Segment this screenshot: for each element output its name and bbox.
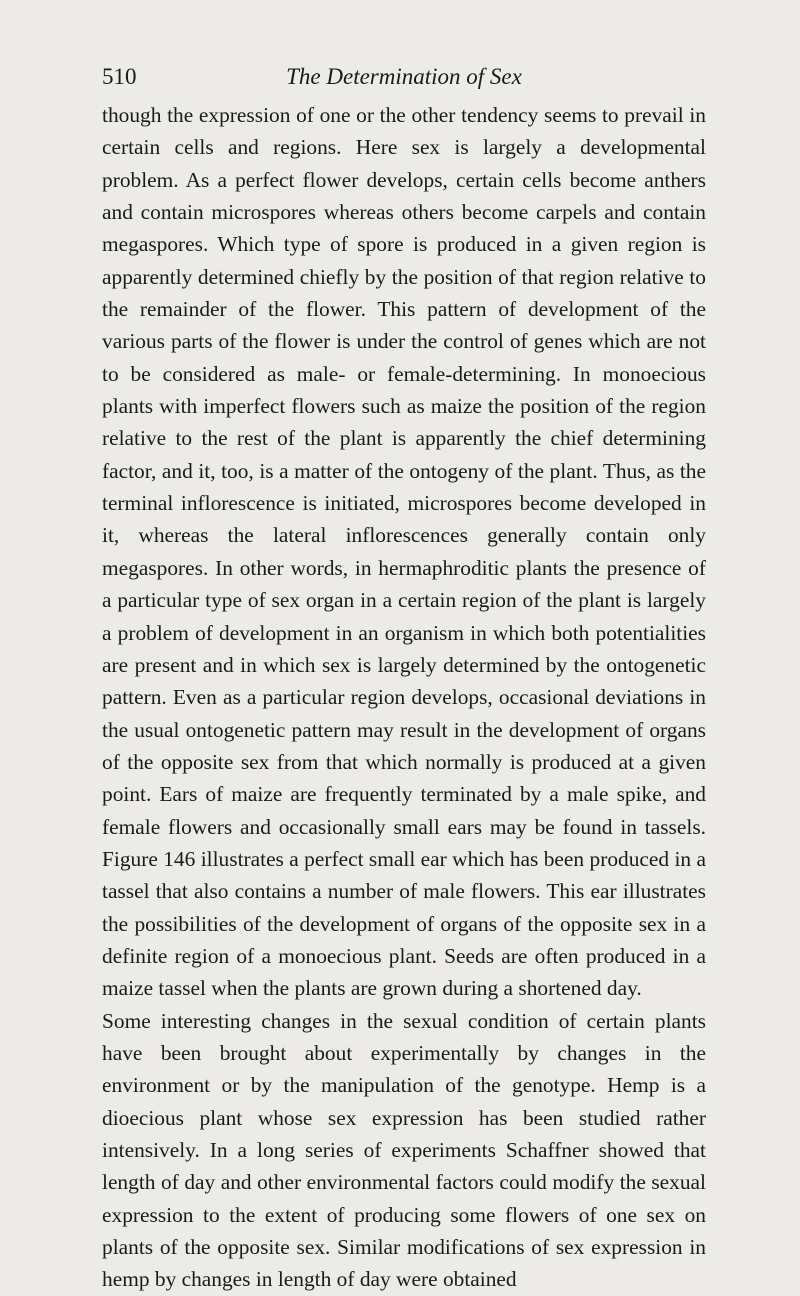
page-number: 510 xyxy=(102,64,137,89)
paragraph: though the expression of one or the other tendency seems to prevail in certain cells and regions. Here sex is largely a developmental problem. As a perfect flower develops, certain cells become anthers and contain microspores whereas others become carpels and contain megaspores. Which type of spore is produced in a given region is apparently determined chiefly by the position of that region relative to the remainder of the flower. This pattern of development of the various parts of the flower is under the control of genes which are not to be considered as male- or female-determining. In monoecious plants with imperfect flowers such as maize the position of the region relative to the rest of the plant is apparently the chief determining factor, and it, too, is a matter of the ontogeny of the plant. Thus, as the terminal inflorescence is initiated, microspores become developed in it, whereas the lateral inflorescences generally contain only megaspores. In other words, in hermaphroditic plants the presence of a particular type of sex organ in a certain region of the plant is largely a problem of development in an organism in which both potentialities are present and in which sex is largely determined by the ontogenetic pattern. Even as a particular region develops, occasional deviations in the usual ontogenetic pattern may result in the development of organs of the opposite sex from that which normally is produced at a given point. Ears of maize are frequently terminated by a male spike, and female flowers and occasionally small ears may be found in tassels. Figure 146 illustrates a perfect small ear which has been produced in a tassel that also contains a number of male flowers. This ear illustrates the possibilities of the development of organs of the opposite sex in a definite region of a monoecious plant. Seeds are often produced in a maize tassel when the plants are grown during a shortened day. xyxy=(102,103,706,1001)
body-text xyxy=(102,99,706,1296)
running-head xyxy=(102,60,706,94)
running-title: The Determination of Sex xyxy=(286,64,522,89)
paragraph: Some interesting changes in the sexual condition of certain plants have been brought about experimentally by changes in the environment or by the manipulation of the genotype. Hemp is a dioecious plant whose sex expression has been studied rather intensively. In a long series of experiments Schaffner showed that length of day and other environmental factors could modify the sexual expression to the extent of producing some flowers of one sex on plants of the opposite sex. Similar modifications of sex expression in hemp by changes in length of day were obtained xyxy=(102,1008,706,1292)
